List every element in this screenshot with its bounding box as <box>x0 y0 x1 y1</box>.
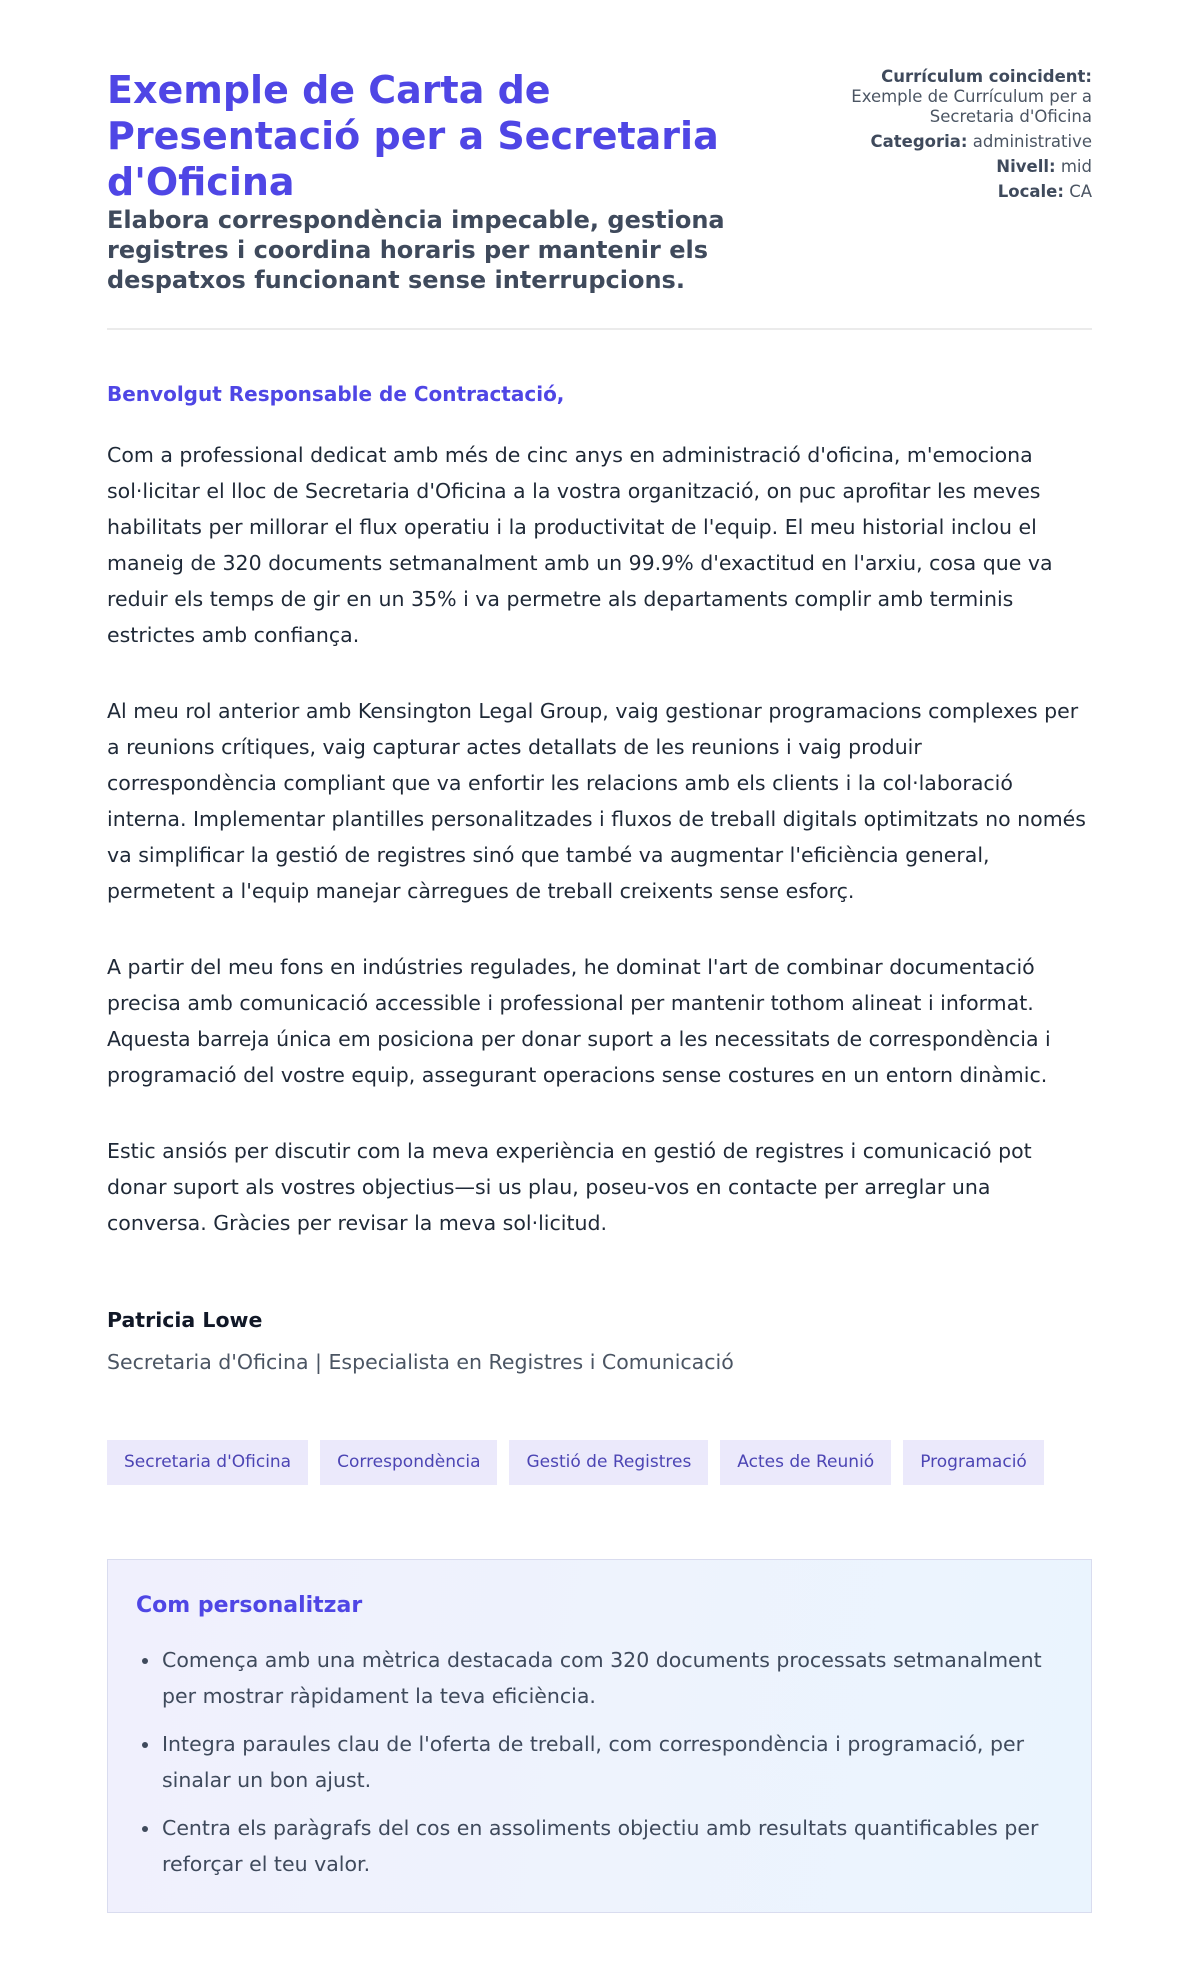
meta-level <box>792 157 1092 177</box>
meta-level-label: Nivell: <box>996 157 1056 176</box>
tips-list-item: Integra paraules clau de l'oferta de treball, com correspondència i programació, per sinalar un bon ajust. <box>162 1726 1063 1798</box>
meta-category-label: Categoria: <box>870 132 968 151</box>
tag-programacio[interactable]: Programació <box>903 1440 1044 1485</box>
meta-locale <box>792 182 1092 202</box>
tag-list <box>107 1440 1044 1485</box>
customization-tips-box <box>107 1559 1092 1913</box>
meta-panel <box>792 67 1092 207</box>
meta-category <box>792 132 1092 152</box>
page-header <box>107 0 1092 330</box>
meta-locale-value: CA <box>1069 182 1092 201</box>
letter-paragraph: A partir del meu fons en indústries regulades, he dominat l'art de combinar documentació precisa amb comunicació accessible i professional per mantenir tothom alineat i informat. Aquesta barreja única em posiciona per donar suport a les necessitats de correspondència i programació del vostre equip, assegurant operacions sense costures en un entorn dinàmic. <box>107 955 1051 1087</box>
meta-resume-label: Currículum coincident: <box>881 67 1092 86</box>
meta-resume-link[interactable]: Exemple de Currículum per a Secretaria d'Oficina <box>851 87 1092 126</box>
page-title: Exemple de Carta de Presentació per a Secretaria d'Oficina <box>107 68 719 204</box>
tag-secretaria-oficina[interactable]: Secretaria d'Oficina <box>107 1440 308 1485</box>
cover-letter-page <box>107 0 1092 1876</box>
tips-list <box>136 1642 1063 1882</box>
meta-category-value: administrative <box>972 132 1092 151</box>
page-subtitle: Elabora correspondència impecable, gestiona registres i coordina horaris per mantenir els despatxos funcionant sense interrupcions. <box>107 206 725 294</box>
meta-matching-resume <box>792 67 1092 127</box>
tag-correspondencia[interactable]: Correspondència <box>320 1440 497 1485</box>
letter-paragraph: Com a professional dedicat amb més de cinc anys en administració d'oficina, m'emociona sol·licitar el lloc de Secretaria d'Oficina a la vostra organització, on puc aprofitar les meves habilitats per millorar el flux operatiu i la productivitat de l'equip. El meu historial inclou el maneig de 320 documents setmanalment amb un 99.9% d'exactitud en l'arxiu, cosa que va reduir els temps de gir en un 35% i va permetre als departaments complir amb terminis estrictes amb confiança. <box>107 443 1053 647</box>
meta-locale-label: Locale: <box>997 182 1064 201</box>
meta-level-value: mid <box>1060 157 1092 176</box>
tips-list-item: Comença amb una mètrica destacada com 320 documents processats setmanalment per mostrar ràpidament la teva eficiència. <box>162 1642 1063 1714</box>
signature-title: Secretaria d'Oficina | Especialista en Registres i Comunicació <box>107 1350 734 1374</box>
tag-actes-reunio[interactable]: Actes de Reunió <box>720 1440 891 1485</box>
letter-paragraph: Estic ansiós per discutir com la meva experiència en gestió de registres i comunicació pot donar suport als vostres objectius—si us plau, poseu-vos en contacte per arreglar una conversa. Gràcies per revisar la meva sol·licitud. <box>107 1139 1032 1235</box>
tips-heading: Com personalitzar <box>136 1593 363 1618</box>
letter-body <box>107 437 1092 1241</box>
letter-greeting: Benvolgut Responsable de Contractació, <box>107 382 565 406</box>
signature-name: Patricia Lowe <box>107 1308 263 1332</box>
tag-gestio-registres[interactable]: Gestió de Registres <box>509 1440 708 1485</box>
letter-paragraph: Al meu rol anterior amb Kensington Legal Group, vaig gestionar programacions complexes per a reunions crítiques, vaig capturar actes detallats de les reunions i vaig produir correspondència compliant que va enfortir les relacions amb els clients i la col·laboració interna. Implementar plantilles personalitzades i fluxos de treball digitals optimitzats no només va simplificar la gestió de registres sinó que també va augmentar l'eficiència general, permetent a l'equip manejar càrregues de treball creixents sense esforç. <box>107 699 1086 903</box>
tips-list-item: Centra els paràgrafs del cos en assoliments objectiu amb resultats quantificables per reforçar el teu valor. <box>162 1810 1063 1882</box>
